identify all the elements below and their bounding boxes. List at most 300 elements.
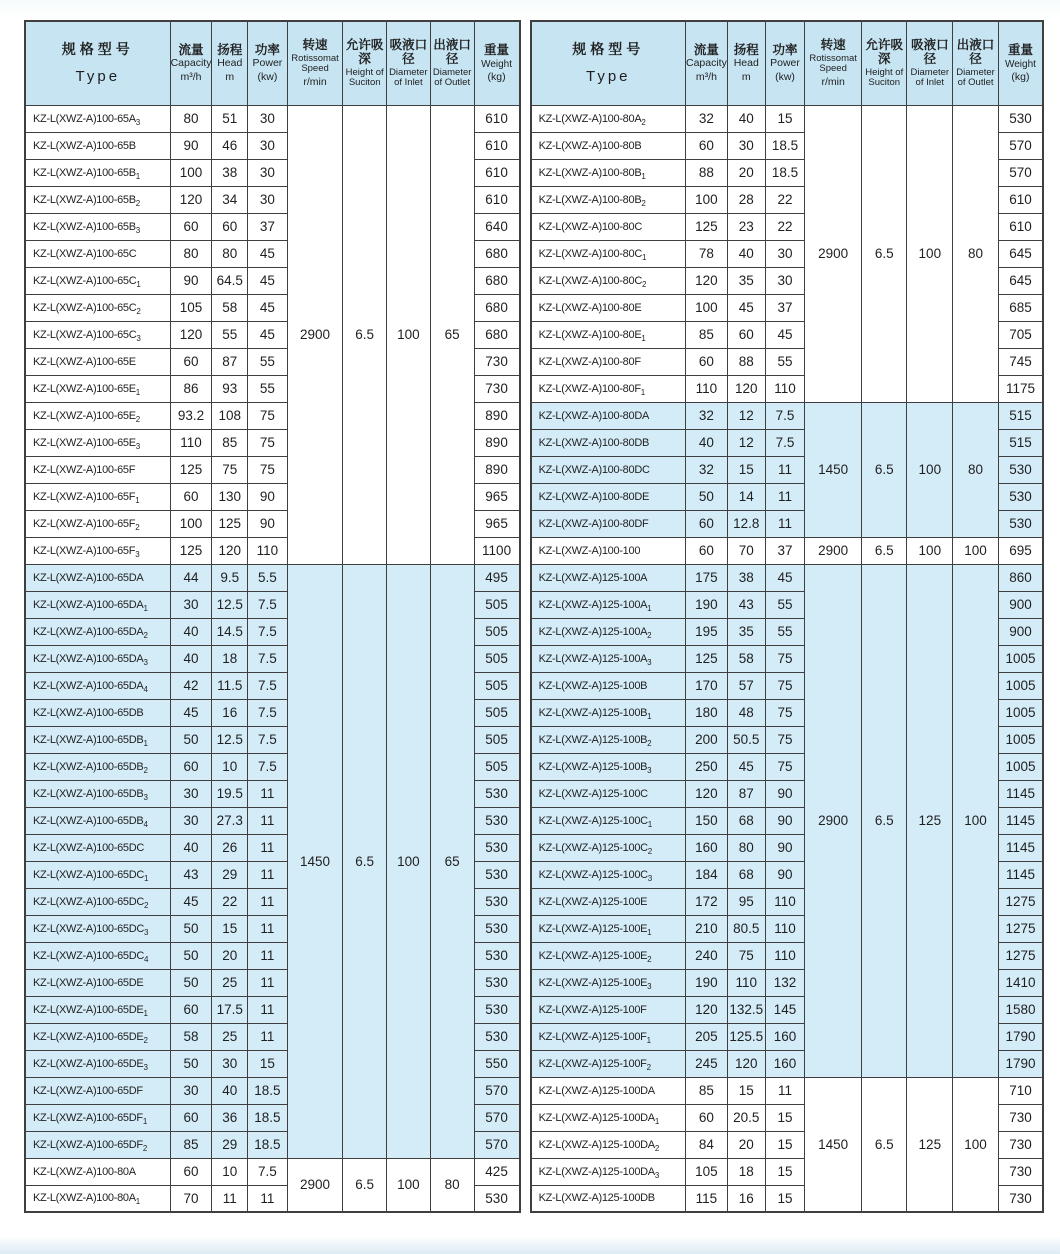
head-cell: 10	[212, 753, 248, 780]
capacity-cell: 70	[170, 1185, 212, 1212]
type-cell: $KZ-L(XWZ-A)125-100E_2$	[531, 942, 686, 969]
power-cell: 5.5	[248, 564, 288, 591]
power-cell: 11	[248, 780, 288, 807]
head-cell: 12	[727, 402, 765, 429]
power-cell: 110	[765, 942, 805, 969]
capacity-cell: 84	[685, 1131, 727, 1158]
weight-cell: 1005	[998, 645, 1043, 672]
type-cell: $KZ-L(XWZ-A)100-80B_2$	[531, 186, 686, 213]
outlet-cell: 80	[953, 402, 999, 537]
header-unit: m	[741, 71, 751, 84]
power-cell: 132	[765, 969, 805, 996]
weight-cell: 495	[474, 564, 520, 591]
capacity-cell: 32	[685, 456, 727, 483]
power-cell: 7.5	[765, 402, 805, 429]
type-cell: $KZ-L(XWZ-A)125-100E_1$	[531, 915, 686, 942]
capacity-cell: 60	[170, 1158, 212, 1185]
capacity-cell: 100	[170, 159, 212, 186]
weight-cell: 530	[474, 834, 520, 861]
head-cell: 20	[727, 159, 765, 186]
capacity-cell: 105	[170, 294, 212, 321]
capacity-cell: 120	[170, 321, 212, 348]
head-cell: 12	[727, 429, 765, 456]
power-cell: 110	[248, 537, 288, 564]
table-row	[531, 1077, 1043, 1104]
type-cell: $KZ-L(XWZ-A)125-100B_3$	[531, 753, 686, 780]
header-cell-inlet	[907, 21, 953, 105]
power-cell: 11	[765, 456, 805, 483]
power-cell: 7.5	[248, 618, 288, 645]
head-cell: 75	[212, 456, 248, 483]
power-cell: 110	[765, 375, 805, 402]
head-cell: 34	[212, 186, 248, 213]
type-cell: $KZ-L(XWZ-A)100-65DC_4$	[25, 942, 170, 969]
weight-cell: 695	[998, 537, 1043, 564]
speed-cell: 2900	[805, 105, 862, 402]
header-label-en: Capacity	[685, 57, 727, 70]
type-cell: $KZ-L(XWZ-A)100-65DB_1$	[25, 726, 170, 753]
header-label-en: Weight	[1004, 58, 1036, 70]
header-label-en: Type	[586, 67, 631, 85]
type-cell: KZ-L(XWZ-A)100-80DF	[531, 510, 686, 537]
weight-cell: 530	[998, 510, 1043, 537]
type-cell: KZ-L(XWZ-A)125-100E	[531, 888, 686, 915]
capacity-cell: 60	[685, 537, 727, 564]
power-cell: 55	[765, 618, 805, 645]
head-cell: 80.5	[727, 915, 765, 942]
head-cell: 108	[212, 402, 248, 429]
head-cell: 20	[212, 942, 248, 969]
header-unit: (kg)	[1011, 70, 1030, 83]
header-label-en: Head	[217, 57, 243, 70]
header-cell-type	[531, 21, 686, 105]
capacity-cell: 190	[685, 969, 727, 996]
header-label-zh: 流量	[693, 42, 719, 57]
header-cell-suction	[343, 21, 387, 105]
weight-cell: 530	[474, 969, 520, 996]
power-cell: 37	[765, 294, 805, 321]
capacity-cell: 240	[685, 942, 727, 969]
head-cell: 68	[727, 861, 765, 888]
weight-cell: 505	[474, 618, 520, 645]
speed-cell: 1450	[805, 402, 862, 537]
weight-cell: 680	[474, 321, 520, 348]
header-cell-speed	[805, 21, 862, 105]
capacity-cell: 175	[685, 564, 727, 591]
speed-cell: 2900	[287, 1158, 343, 1212]
weight-cell: 505	[474, 591, 520, 618]
type-cell: KZ-L(XWZ-A)100-80DC	[531, 456, 686, 483]
inlet-cell: 100	[386, 1158, 430, 1212]
capacity-cell: 60	[170, 753, 212, 780]
power-cell: 55	[248, 375, 288, 402]
power-cell: 22	[765, 186, 805, 213]
head-cell: 11.5	[212, 672, 248, 699]
power-cell: 90	[765, 780, 805, 807]
head-cell: 14.5	[212, 618, 248, 645]
weight-cell: 1790	[998, 1050, 1043, 1077]
outlet-cell: 100	[953, 564, 999, 1077]
capacity-cell: 190	[685, 591, 727, 618]
capacity-cell: 40	[685, 429, 727, 456]
capacity-cell: 32	[685, 402, 727, 429]
header-cell-head	[727, 21, 765, 105]
weight-cell: 965	[474, 510, 520, 537]
weight-cell: 1005	[998, 672, 1043, 699]
power-cell: 90	[765, 834, 805, 861]
header-label-zh: 规格型号	[572, 40, 645, 57]
suction-cell: 6.5	[343, 105, 387, 564]
type-cell: $KZ-L(XWZ-A)100-65B_3$	[25, 213, 170, 240]
type-cell: $KZ-L(XWZ-A)100-65DB_2$	[25, 753, 170, 780]
weight-cell: 530	[474, 861, 520, 888]
power-cell: 75	[765, 726, 805, 753]
power-cell: 45	[248, 267, 288, 294]
power-cell: 15	[765, 105, 805, 132]
capacity-cell: 50	[170, 1050, 212, 1077]
capacity-cell: 60	[685, 132, 727, 159]
type-cell: $KZ-L(XWZ-A)125-100B_1$	[531, 699, 686, 726]
weight-cell: 530	[474, 807, 520, 834]
weight-cell: 1100	[474, 537, 520, 564]
suction-cell: 6.5	[343, 1158, 387, 1212]
head-cell: 28	[727, 186, 765, 213]
type-cell: KZ-L(XWZ-A)125-100DA	[531, 1077, 686, 1104]
weight-cell: 1790	[998, 1023, 1043, 1050]
capacity-cell: 85	[170, 1131, 212, 1158]
header-cell-outlet	[953, 21, 999, 105]
capacity-cell: 245	[685, 1050, 727, 1077]
weight-cell: 1275	[998, 915, 1043, 942]
head-cell: 70	[727, 537, 765, 564]
type-cell: KZ-L(XWZ-A)100-65DF	[25, 1077, 170, 1104]
capacity-cell: 40	[170, 618, 212, 645]
header-unit: m³/h	[695, 71, 717, 84]
capacity-cell: 88	[685, 159, 727, 186]
type-cell: KZ-L(XWZ-A)100-80C	[531, 213, 686, 240]
header-unit: m³/h	[180, 71, 202, 84]
weight-cell: 705	[998, 321, 1043, 348]
capacity-cell: 180	[685, 699, 727, 726]
header-label-en: Capacity	[170, 57, 212, 70]
power-cell: 75	[765, 699, 805, 726]
power-cell: 11	[248, 915, 288, 942]
head-cell: 75	[727, 942, 765, 969]
type-cell: $KZ-L(XWZ-A)125-100DA_2$	[531, 1131, 686, 1158]
head-cell: 120	[727, 1050, 765, 1077]
power-cell: 7.5	[248, 699, 288, 726]
head-cell: 55	[212, 321, 248, 348]
type-cell: $KZ-L(XWZ-A)125-100B_2$	[531, 726, 686, 753]
head-cell: 125	[212, 510, 248, 537]
capacity-cell: 45	[170, 888, 212, 915]
type-cell: KZ-L(XWZ-A)100-80B	[531, 132, 686, 159]
header-label-zh: 重量	[1007, 43, 1033, 58]
outlet-cell: 80	[430, 1158, 474, 1212]
head-cell: 38	[727, 564, 765, 591]
power-cell: 18.5	[248, 1104, 288, 1131]
head-cell: 40	[212, 1077, 248, 1104]
power-cell: 90	[248, 483, 288, 510]
outlet-cell: 65	[430, 105, 474, 564]
head-cell: 68	[727, 807, 765, 834]
type-cell: $KZ-L(XWZ-A)100-65E_2$	[25, 402, 170, 429]
capacity-cell: 93.2	[170, 402, 212, 429]
capacity-cell: 60	[170, 996, 212, 1023]
weight-cell: 1580	[998, 996, 1043, 1023]
type-cell: $KZ-L(XWZ-A)100-65DA_1$	[25, 591, 170, 618]
head-cell: 9.5	[212, 564, 248, 591]
weight-cell: 505	[474, 726, 520, 753]
head-cell: 12.8	[727, 510, 765, 537]
weight-cell: 610	[998, 213, 1043, 240]
head-cell: 26	[212, 834, 248, 861]
type-cell: KZ-L(XWZ-A)125-100DB	[531, 1185, 686, 1212]
head-cell: 16	[727, 1185, 765, 1212]
table-row	[25, 1158, 520, 1185]
capacity-cell: 110	[170, 429, 212, 456]
inlet-cell: 125	[907, 564, 953, 1077]
power-cell: 11	[248, 861, 288, 888]
weight-cell: 900	[998, 591, 1043, 618]
header-label-zh: 吸液口径	[389, 37, 428, 67]
power-cell: 18.5	[248, 1131, 288, 1158]
power-cell: 11	[248, 834, 288, 861]
weight-cell: 1145	[998, 807, 1043, 834]
power-cell: 90	[765, 807, 805, 834]
power-cell: 30	[248, 186, 288, 213]
type-cell: KZ-L(XWZ-A)100-80DB	[531, 429, 686, 456]
capacity-cell: 30	[170, 591, 212, 618]
capacity-cell: 184	[685, 861, 727, 888]
power-cell: 7.5	[248, 672, 288, 699]
type-cell: $KZ-L(XWZ-A)100-65A_3$	[25, 105, 170, 132]
type-cell: KZ-L(XWZ-A)100-65DB	[25, 699, 170, 726]
header-cell-suction	[861, 21, 906, 105]
type-cell: $KZ-L(XWZ-A)100-65C_1$	[25, 267, 170, 294]
header-label-en: Height of Suciton	[345, 66, 384, 89]
head-cell: 30	[727, 132, 765, 159]
header-label-zh: 功率	[772, 42, 798, 57]
capacity-cell: 120	[685, 996, 727, 1023]
type-cell: $KZ-L(XWZ-A)100-65C_2$	[25, 294, 170, 321]
power-cell: 11	[765, 1077, 805, 1104]
suction-cell: 6.5	[861, 537, 906, 564]
weight-cell: 685	[998, 294, 1043, 321]
type-cell: KZ-L(XWZ-A)100-80DE	[531, 483, 686, 510]
capacity-cell: 100	[685, 294, 727, 321]
type-cell: $KZ-L(XWZ-A)125-100A_1$	[531, 591, 686, 618]
header-unit: m	[225, 71, 235, 84]
weight-cell: 1145	[998, 780, 1043, 807]
head-cell: 15	[727, 1077, 765, 1104]
weight-cell: 505	[474, 672, 520, 699]
capacity-cell: 125	[170, 456, 212, 483]
type-cell: $KZ-L(XWZ-A)100-65E_1$	[25, 375, 170, 402]
weight-cell: 730	[998, 1104, 1043, 1131]
outlet-cell: 100	[953, 1077, 999, 1212]
head-cell: 58	[727, 645, 765, 672]
header-label-en: Type	[75, 67, 121, 85]
capacity-cell: 60	[170, 483, 212, 510]
power-cell: 18.5	[765, 132, 805, 159]
type-cell: $KZ-L(XWZ-A)100-65F_2$	[25, 510, 170, 537]
type-cell: $KZ-L(XWZ-A)125-100C_3$	[531, 861, 686, 888]
power-cell: 7.5	[765, 429, 805, 456]
head-cell: 12.5	[212, 591, 248, 618]
power-cell: 30	[765, 240, 805, 267]
header-label-en: Diameter of Inlet	[389, 66, 428, 89]
type-cell: $KZ-L(XWZ-A)100-80B_1$	[531, 159, 686, 186]
header-label-en: Diameter of Outlet	[432, 66, 472, 89]
capacity-cell: 50	[170, 942, 212, 969]
capacity-cell: 170	[685, 672, 727, 699]
header-label-zh: 扬程	[733, 42, 759, 57]
weight-cell: 530	[474, 780, 520, 807]
head-cell: 48	[727, 699, 765, 726]
type-cell: $KZ-L(XWZ-A)125-100F_1$	[531, 1023, 686, 1050]
type-cell: $KZ-L(XWZ-A)100-80C_2$	[531, 267, 686, 294]
weight-cell: 900	[998, 618, 1043, 645]
head-cell: 120	[727, 375, 765, 402]
type-cell: KZ-L(XWZ-A)100-65DC	[25, 834, 170, 861]
header-label-zh: 转速	[302, 38, 328, 53]
header-cell-weight	[474, 21, 520, 105]
weight-cell: 570	[474, 1131, 520, 1158]
power-cell: 45	[248, 321, 288, 348]
weight-cell: 645	[998, 240, 1043, 267]
weight-cell: 730	[474, 348, 520, 375]
type-cell: $KZ-L(XWZ-A)100-80F_1$	[531, 375, 686, 402]
header-cell-type	[25, 21, 170, 105]
power-cell: 11	[248, 1185, 288, 1212]
header-cell-capacity	[170, 21, 212, 105]
power-cell: 90	[765, 861, 805, 888]
head-cell: 88	[727, 348, 765, 375]
power-cell: 110	[765, 915, 805, 942]
suction-cell: 6.5	[861, 1077, 906, 1212]
type-cell: KZ-L(XWZ-A)125-100B	[531, 672, 686, 699]
power-cell: 15	[248, 1050, 288, 1077]
type-cell: $KZ-L(XWZ-A)100-65DC_2$	[25, 888, 170, 915]
capacity-cell: 120	[685, 267, 727, 294]
type-cell: $KZ-L(XWZ-A)100-65DB_3$	[25, 780, 170, 807]
capacity-cell: 120	[685, 780, 727, 807]
weight-cell: 610	[474, 105, 520, 132]
head-cell: 35	[727, 618, 765, 645]
header-cell-inlet	[386, 21, 430, 105]
capacity-cell: 150	[685, 807, 727, 834]
header-cell-speed	[287, 21, 343, 105]
power-cell: 30	[248, 132, 288, 159]
power-cell: 7.5	[248, 726, 288, 753]
type-cell: KZ-L(XWZ-A)100-65B	[25, 132, 170, 159]
head-cell: 29	[212, 1131, 248, 1158]
header-label-en: Diameter of Outlet	[956, 66, 995, 89]
table-row	[25, 564, 520, 591]
capacity-cell: 100	[170, 510, 212, 537]
suction-cell: 6.5	[861, 105, 906, 402]
type-cell: $KZ-L(XWZ-A)100-65DE_2$	[25, 1023, 170, 1050]
power-cell: 11	[765, 510, 805, 537]
power-cell: 11	[248, 996, 288, 1023]
capacity-cell: 60	[685, 348, 727, 375]
spec-table-right	[530, 20, 1044, 1213]
outlet-cell: 100	[953, 537, 999, 564]
type-cell: $KZ-L(XWZ-A)100-65DE_3$	[25, 1050, 170, 1077]
header-label-zh: 重量	[484, 43, 510, 58]
head-cell: 36	[212, 1104, 248, 1131]
capacity-cell: 60	[170, 1104, 212, 1131]
type-cell: $KZ-L(XWZ-A)125-100F_2$	[531, 1050, 686, 1077]
type-cell: $KZ-L(XWZ-A)125-100A_2$	[531, 618, 686, 645]
header-unit: (kw)	[257, 71, 278, 84]
capacity-cell: 43	[170, 861, 212, 888]
power-cell: 45	[765, 564, 805, 591]
type-cell: $KZ-L(XWZ-A)100-65E_3$	[25, 429, 170, 456]
weight-cell: 530	[474, 1185, 520, 1212]
weight-cell: 965	[474, 483, 520, 510]
weight-cell: 610	[474, 159, 520, 186]
power-cell: 11	[248, 888, 288, 915]
weight-cell: 570	[474, 1077, 520, 1104]
type-cell: $KZ-L(XWZ-A)125-100DA_3$	[531, 1158, 686, 1185]
capacity-cell: 86	[170, 375, 212, 402]
type-cell: KZ-L(XWZ-A)100-65F	[25, 456, 170, 483]
head-cell: 10	[212, 1158, 248, 1185]
head-cell: 45	[727, 294, 765, 321]
head-cell: 25	[212, 969, 248, 996]
power-cell: 160	[765, 1050, 805, 1077]
weight-cell: 570	[998, 159, 1043, 186]
weight-cell: 530	[474, 888, 520, 915]
header-cell-head	[212, 21, 248, 105]
power-cell: 55	[765, 591, 805, 618]
outlet-cell: 80	[953, 105, 999, 402]
type-cell: $KZ-L(XWZ-A)100-65DA_2$	[25, 618, 170, 645]
header-label-en: Rotissomat Speed	[291, 52, 339, 75]
capacity-cell: 32	[685, 105, 727, 132]
capacity-cell: 125	[170, 537, 212, 564]
header-label-en: Power	[770, 57, 800, 70]
power-cell: 45	[248, 294, 288, 321]
inlet-cell: 100	[907, 402, 953, 537]
capacity-cell: 250	[685, 753, 727, 780]
weight-cell: 730	[474, 375, 520, 402]
head-cell: 64.5	[212, 267, 248, 294]
inlet-cell: 100	[386, 105, 430, 564]
header-cell-power	[248, 21, 288, 105]
head-cell: 50.5	[727, 726, 765, 753]
head-cell: 58	[212, 294, 248, 321]
suction-cell: 6.5	[861, 402, 906, 537]
header-row	[531, 21, 1043, 105]
power-cell: 75	[765, 672, 805, 699]
power-cell: 7.5	[248, 1158, 288, 1185]
weight-cell: 530	[474, 942, 520, 969]
head-cell: 43	[727, 591, 765, 618]
power-cell: 45	[248, 240, 288, 267]
weight-cell: 680	[474, 240, 520, 267]
weight-cell: 1410	[998, 969, 1043, 996]
header-label-en: Diameter of Inlet	[910, 66, 950, 89]
type-cell: KZ-L(XWZ-A)100-80A	[25, 1158, 170, 1185]
power-cell: 110	[765, 888, 805, 915]
power-cell: 30	[248, 159, 288, 186]
header-unit: r/min	[821, 75, 845, 88]
suction-cell: 6.5	[343, 564, 387, 1158]
capacity-cell: 50	[685, 483, 727, 510]
